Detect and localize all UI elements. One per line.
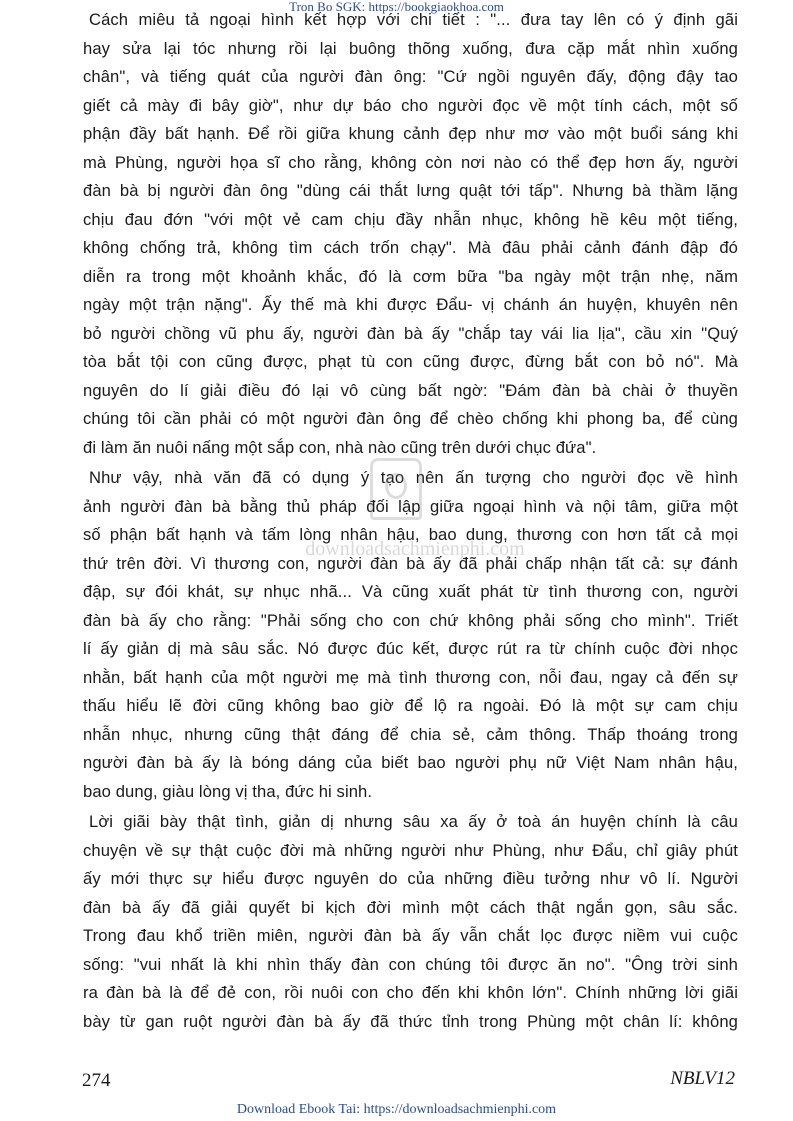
text-line: Như vậy, nhà văn đã có dụng ý tạo nên ấn tượng cho người đọc về hình — [89, 468, 738, 487]
running-head: NBLV12 — [670, 1068, 735, 1089]
text-line: giết cả mày đi bây giờ", như dự báo cho người đọc về một tính cách, một số — [83, 95, 738, 115]
download-link[interactable]: Download Ebook Tai: https://downloadsachmienphi.com — [236, 1102, 557, 1117]
text-line: đàn bà bị người đàn ông "dùng cái thắt lưng quật tới tấp". Nhưng bà thầm lặng — [83, 181, 738, 200]
text-line: lí ấy giản dị mà sâu sắc. Nó được đúc kết, được rút ra từ chính cuộc đời nhọc — [83, 639, 738, 658]
text-line: người đàn bà ấy là bóng dáng của biết bao người phụ nữ Việt Nam nhân hậu, — [83, 753, 738, 772]
page-number: 274 — [82, 1070, 111, 1091]
text-line: mà Phùng, người họa sĩ cho rằng, không còn nơi nào có thể đẹp hơn ấy, người — [83, 152, 738, 172]
text-line: nhằn, bất hạnh của một người mẹ mà tình thương con, nỗi đau, ngay cả đến sự — [83, 667, 738, 687]
text-line: đàn bà ấy cho rằng: "Phải sống cho con chứ không phải sống cho mình". Triết — [83, 610, 738, 630]
text-line: đàn bà ấy đã giải quyết bi kịch đời mình một cách thật ngắn gọn, sâu sắc. — [83, 897, 738, 917]
text-line: Lời giãi bày thật tình, giản dị nhưng sâu xa ấy ở toà án huyện chính là câu — [89, 812, 738, 831]
text-line: bày từ gan ruột người đàn bà ấy đã thức tỉnh trong Phùng một chân lí: không — [83, 1011, 738, 1031]
text-line: Cách miêu tả ngoại hình kết hợp với chi tiết : "... đưa tay lên có ý định gãi — [89, 10, 738, 29]
text-line: chân", và tiếng quát của người đàn ông: "Cứ ngồi nguyên đấy, động đậy tao — [83, 67, 738, 86]
text-line: chúng tôi cần phải có một người đàn ông để chèo chống khi phong ba, để cùng — [83, 409, 738, 428]
text-line: ngày một trận nặng". Ấy thế mà khi được Đẩu- vị chánh án huyện, khuyên nên — [83, 295, 738, 314]
text-line: thứ trên đời. Vì thương con, người đàn bà ấy đã phải chấp nhận tất cả: sự đánh — [83, 553, 738, 573]
text-line: phận đầy bất hạnh. Để rồi giữa khung cảnh đẹp như mơ vào một buổi sáng khi — [83, 124, 738, 143]
text-line: bao dung, giàu lòng vị tha, đức hi sinh. — [83, 781, 373, 801]
text-line: Trong đau khổ triền miên, người đàn bà ấy vẫn chắt lọc được niềm vui cuộc — [83, 926, 738, 945]
paragraph-1 — [83, 6, 738, 462]
text-line: nguyên do lí giải điều đó lại vô cùng bất ngờ: "Đám đàn bà chài ở thuyền — [83, 380, 738, 400]
text-line: ra đàn bà là để đẻ con, rồi nuôi con cho đến khi khôn lớn". Chính những lời giãi — [83, 983, 738, 1002]
text-line: thấu hiểu lẽ đời cũng không bao giờ để lộ ra ngoài. Đó là một sự cam chịu — [83, 696, 738, 715]
text-line: bỏ người chồng vũ phu ấy, người đàn bà ấy "chắp tay vái lia lịa", cầu xin "Quý — [83, 323, 738, 343]
text-line: số phận bất hạnh và tấm lòng nhân hậu, bao dung, thương con hơn tất cả mọi — [83, 525, 738, 544]
text-line: đập, sự đói khát, sự nhục nhã... Và cũng xuất phát từ tình thương con, người — [83, 582, 738, 601]
text-line: ảnh người đàn bà bằng thủ pháp đối lập giữa ngoại hình và nội tâm, giữa một — [83, 496, 738, 516]
paragraph-2 — [83, 464, 738, 806]
text-line: ấy mới thực sự hiểu được nguyên do của những điều tưởng như vô lí. Người — [83, 869, 738, 888]
watermark-text: downloadsachmienphi.com — [305, 538, 525, 560]
text-line: đi làm ăn nuôi nấng một sắp con, nhà nào cũng trên dưới chục đứa". — [83, 437, 597, 457]
text-line: diễn ra trong một khoảnh khắc, đó là cơm bữa "ba ngày một trận nhẹ, năm — [83, 266, 738, 286]
text-line: chuyện về sự thật cuộc đời mà những người như Phùng, như Đẩu, chỉ giây phút — [83, 840, 738, 860]
text-line: hay sửa lại tóc nhưng rồi lại buông thõng xuống, đưa cặp mắt nhìn xuống — [83, 38, 738, 58]
text-line: không chống trả, không tìm cách trốn chạy". Mà đâu phải cảnh đánh đập đó — [83, 238, 738, 257]
document-body — [83, 6, 738, 1036]
text-line: tòa bắt tội con cũng được, phạt tù con cũng được, đừng bắt con bỏ nó". Mà — [83, 352, 738, 371]
text-line: sống: "vui nhất là khi nhìn thấy đàn con chúng tôi được ăn no". "Ông trời sinh — [83, 954, 738, 974]
paragraph-3 — [83, 808, 738, 1036]
source-link[interactable]: Tron Bo SGK: https://bookgiaokhoa.com — [289, 0, 504, 14]
text-line: nhẫn nhục, nhưng cũng thật đáng để chia sẻ, cảm thông. Thấp thoáng trong — [83, 724, 738, 744]
text-line: chịu đau đớn "với một vẻ cam chịu đầy nhẫn nhục, không hề kêu một tiếng, — [83, 209, 738, 229]
